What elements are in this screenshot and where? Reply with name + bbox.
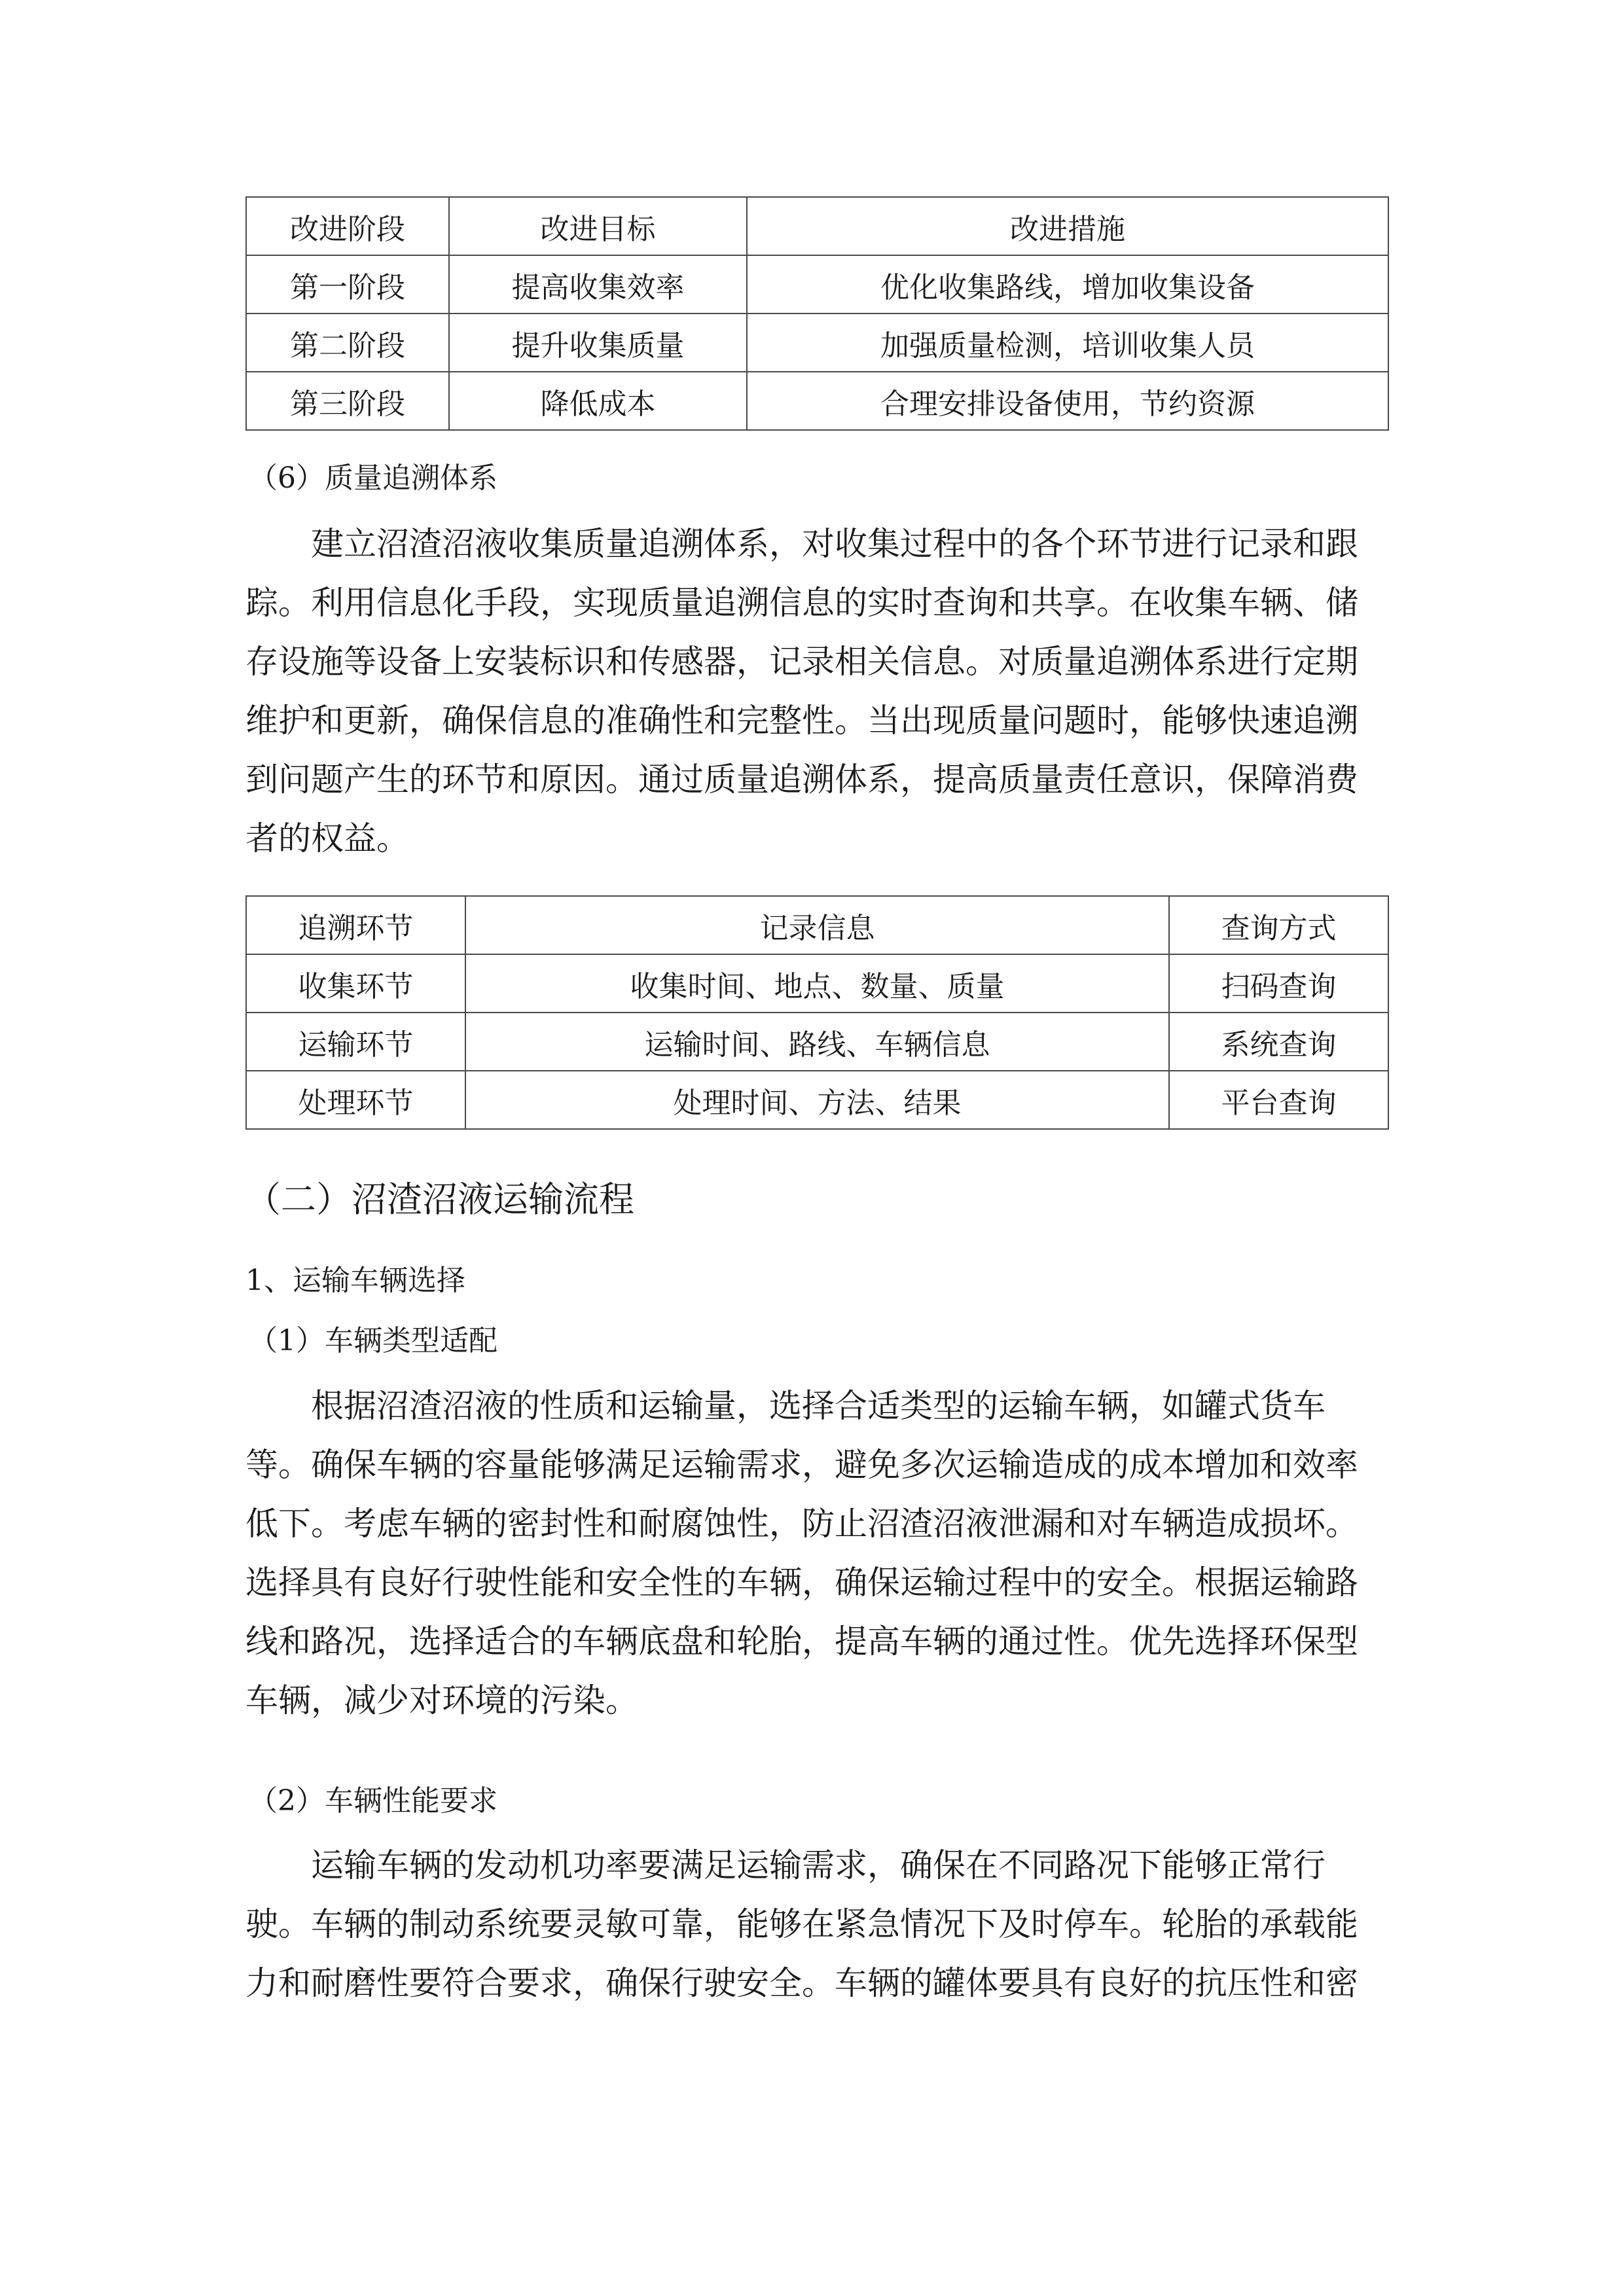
table-cell: 提高收集效率 [449, 255, 747, 314]
paragraph-line: 者的权益。 [245, 819, 409, 857]
table-cell: 收集环节 [246, 954, 465, 1013]
table-cell: 系统查询 [1169, 1013, 1388, 1071]
subsection-heading-vehicle-selection: 1、运输车辆选择 [245, 1264, 465, 1297]
chapter-heading-transport: （二）沼渣沼液运输流程 [245, 1179, 634, 1220]
table-cell: 处理环节 [246, 1071, 465, 1129]
table-header-row [246, 896, 1388, 954]
table-row [246, 954, 1388, 1013]
table-cell: 第二阶段 [246, 314, 449, 372]
table-row [246, 372, 1388, 430]
table-header-row [246, 197, 1388, 255]
paragraph-line: 到问题产生的环节和原因。通过质量追溯体系，提高质量责任意识，保障消费 [245, 761, 1358, 798]
paragraph-line: 选择具有良好行驶性能和安全性的车辆，确保运输过程中的安全。根据运输路 [245, 1564, 1358, 1602]
table-cell: 扫码查询 [1169, 954, 1388, 1013]
traceability-table [245, 895, 1389, 1130]
table-cell: 降低成本 [449, 372, 747, 430]
table-cell: 收集时间、地点、数量、质量 [465, 954, 1169, 1013]
table-row [246, 314, 1388, 372]
paragraph-line: 线和路况，选择适合的车辆底盘和轮胎，提高车辆的通过性。优先选择环保型 [245, 1623, 1358, 1660]
table-cell: 处理时间、方法、结果 [465, 1071, 1169, 1129]
paragraph-line: 运输车辆的发动机功率要满足运输需求，确保在不同路况下能够正常行 [311, 1846, 1326, 1884]
paragraph-line: 等。确保车辆的容量能够满足运输需求，避免多次运输造成的成本增加和效率 [245, 1446, 1358, 1484]
subheading-vehicle-type: （1）车辆类型适配 [249, 1324, 497, 1357]
paragraph-line: 低下。考虑车辆的密封性和耐腐蚀性，防止沼渣沼液泄漏和对车辆造成损坏。 [245, 1505, 1358, 1543]
table-row [246, 255, 1388, 314]
table-row [246, 1071, 1388, 1129]
table-cell: 第一阶段 [246, 255, 449, 314]
table-header-cell: 改进阶段 [246, 197, 449, 255]
table-cell: 加强质量检测，培训收集人员 [747, 314, 1388, 372]
paragraph-line: 维护和更新，确保信息的准确性和完整性。当出现质量问题时，能够快速追溯 [245, 702, 1358, 740]
table-cell: 优化收集路线，增加收集设备 [747, 255, 1388, 314]
paragraph-line: 驶。车辆的制动系统要灵敏可靠，能够在紧急情况下及时停车。轮胎的承载能 [245, 1905, 1358, 1943]
subheading-vehicle-performance: （2）车辆性能要求 [249, 1784, 497, 1818]
improvement-table [245, 196, 1389, 431]
table-cell: 平台查询 [1169, 1071, 1388, 1129]
paragraph-line: 根据沼渣沼液的性质和运输量，选择合适类型的运输车辆，如罐式货车 [311, 1387, 1326, 1425]
table-cell: 提升收集质量 [449, 314, 747, 372]
paragraph-line: 力和耐磨性要符合要求，确保行驶安全。车辆的罐体要具有良好的抗压性和密 [245, 1964, 1358, 2002]
paragraph-line: 车辆，减少对环境的污染。 [245, 1681, 638, 1719]
table-header-cell: 记录信息 [465, 896, 1169, 954]
section-heading-quality-trace: （6）质量追溯体系 [249, 461, 497, 495]
table-cell: 合理安排设备使用，节约资源 [747, 372, 1388, 430]
paragraph-line: 建立沼渣沼液收集质量追溯体系，对收集过程中的各个环节进行记录和跟 [311, 525, 1358, 563]
paragraph-line: 踪。利用信息化手段，实现质量追溯信息的实时查询和共享。在收集车辆、储 [245, 584, 1358, 622]
table-header-cell: 改进措施 [747, 197, 1388, 255]
paragraph-line: 存设施等设备上安装标识和传感器，记录相关信息。对质量追溯体系进行定期 [245, 643, 1358, 681]
table-cell: 运输环节 [246, 1013, 465, 1071]
table-cell: 第三阶段 [246, 372, 449, 430]
table-header-cell: 查询方式 [1169, 896, 1388, 954]
table-header-cell: 改进目标 [449, 197, 747, 255]
table-row [246, 1013, 1388, 1071]
table-cell: 运输时间、路线、车辆信息 [465, 1013, 1169, 1071]
table-header-cell: 追溯环节 [246, 896, 465, 954]
